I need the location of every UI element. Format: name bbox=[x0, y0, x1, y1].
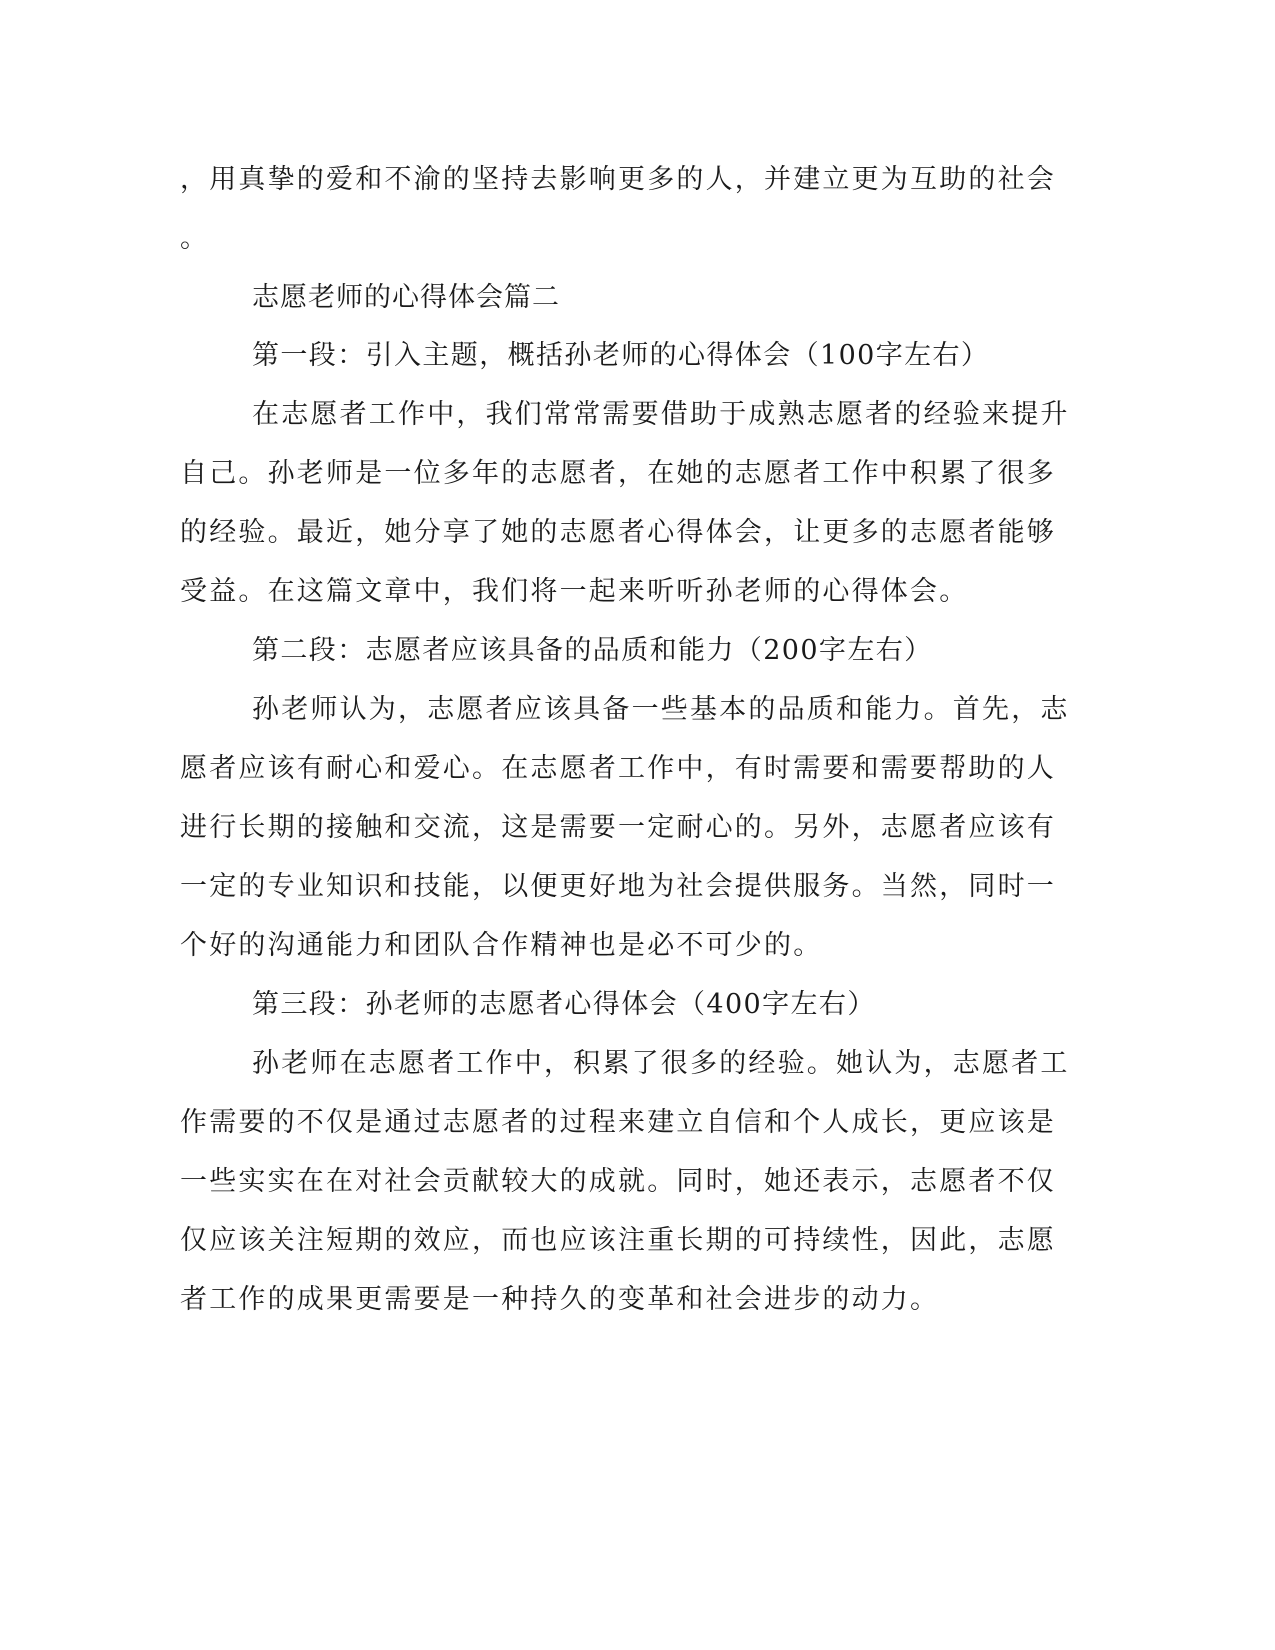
paragraph-line: 愿者应该有耐心和爱心。在志愿者工作中，有时需要和需要帮助的人 bbox=[180, 753, 1056, 784]
paragraph-line: 孙老师认为，志愿者应该具备一些基本的品质和能力。首先，志 bbox=[252, 694, 1070, 725]
paragraph-line: 个好的沟通能力和团队合作精神也是必不可少的。 bbox=[180, 930, 823, 961]
paragraph-line: 自己。孙老师是一位多年的志愿者，在她的志愿者工作中积累了很多 bbox=[180, 458, 1056, 489]
paragraph-line: 在志愿者工作中，我们常常需要借助于成熟志愿者的经验来提升 bbox=[252, 399, 1070, 430]
article-heading: 志愿老师的心得体会篇二 bbox=[252, 282, 560, 313]
paragraph-line: 作需要的不仅是通过志愿者的过程来建立自信和个人成长，更应该是 bbox=[180, 1107, 1056, 1138]
paragraph-line: 进行长期的接触和交流，这是需要一定耐心的。另外，志愿者应该有 bbox=[180, 812, 1056, 843]
section-heading: 第一段：引入主题，概括孙老师的心得体会（100字左右） bbox=[252, 340, 990, 371]
paragraph-line: ，用真挚的爱和不渝的坚持去影响更多的人，并建立更为互助的社会 bbox=[180, 164, 1056, 195]
paragraph-line: 。 bbox=[180, 223, 210, 254]
paragraph-line: 受益。在这篇文章中，我们将一起来听听孙老师的心得体会。 bbox=[180, 576, 969, 607]
paragraph-line: 仅应该关注短期的效应，而也应该注重长期的可持续性，因此，志愿 bbox=[180, 1225, 1056, 1256]
paragraph-line: 的经验。最近，她分享了她的志愿者心得体会，让更多的志愿者能够 bbox=[180, 517, 1056, 548]
section-heading: 第二段：志愿者应该具备的品质和能力（200字左右） bbox=[252, 635, 933, 666]
paragraph-line: 一些实实在在对社会贡献较大的成就。同时，她还表示，志愿者不仅 bbox=[180, 1166, 1056, 1197]
paragraph-line: 一定的专业知识和技能，以便更好地为社会提供服务。当然，同时一 bbox=[180, 871, 1056, 902]
paragraph-line: 孙老师在志愿者工作中，积累了很多的经验。她认为，志愿者工 bbox=[252, 1048, 1070, 1079]
paragraph-line: 者工作的成果更需要是一种持久的变革和社会进步的动力。 bbox=[180, 1284, 940, 1315]
section-heading: 第三段：孙老师的志愿者心得体会（400字左右） bbox=[252, 989, 876, 1020]
